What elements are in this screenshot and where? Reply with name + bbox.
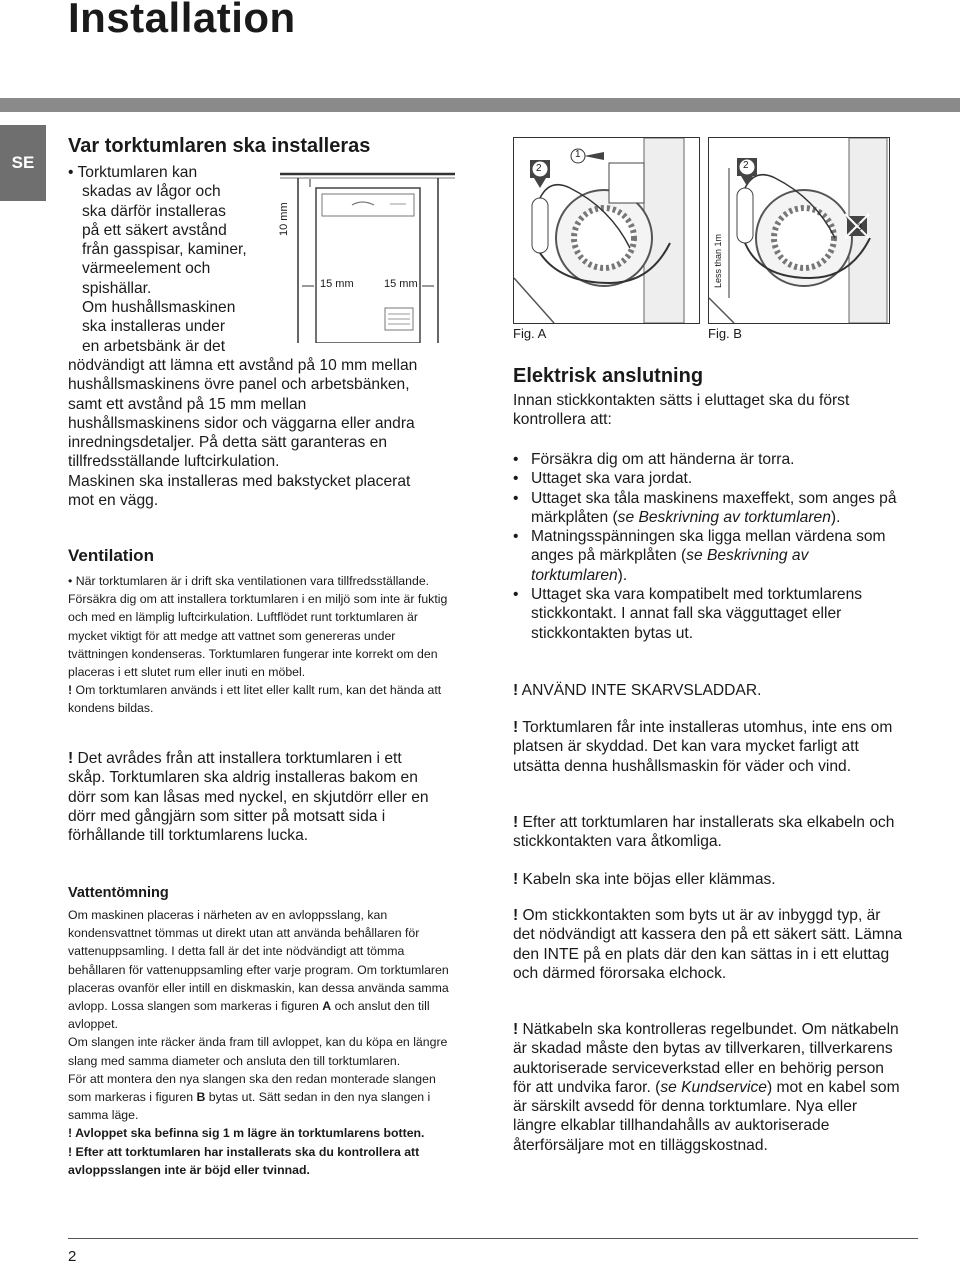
intro-line: skadas av lågor och [82, 183, 221, 201]
list-item: • Uttaget ska vara kompatibelt med torktumlarens stickkontakt. I annat fall ska vägguttaget eller stickkontakten bytas ut. [513, 585, 903, 643]
warning-icon: ! [68, 750, 74, 767]
list-item: • Matningsspänningen ska ligga mellan värdena som anges på märkplåten (se Beskrivning av torktumlaren). [513, 527, 903, 585]
warning-icon: ! [513, 814, 519, 831]
warning-outdoors: ! Torktumlaren får inte installeras utomhus, inte ens om platsen är skyddad. Det kan vara mycket farligt att utsätta denna hushållsmaskin för väder och vind. [513, 719, 893, 775]
ventilation-paragraph: • När torktumlaren är i drift ska ventilationen vara tillfredsställande. Försäkra dig om att installera torktumlaren i en miljö som inte är fuktig och med en lämplig luftcirkulation. Luftflödet runt torktumlaren är mycket viktigt för att medge att vattnet som genereras under tvättningen kondenseras. Torktumlaren fungerar inte korrekt om den placeras i ett slutet rum eller inuti en möbel. [68, 574, 448, 680]
list-item: • Uttaget ska tåla maskinens maxeffekt, som anges på märkplåten (se Beskrivning av torktumlaren). [513, 489, 903, 528]
warning-icon: ! [513, 871, 519, 888]
intro-line: värmeelement och [82, 260, 211, 278]
diagram-label-right: 15 mm [384, 278, 418, 290]
page-title: Installation [68, 0, 296, 41]
warning-icon: ! [68, 1126, 73, 1141]
drain-paragraph-3: För att montera den nya slangen ska den redan monterade slangen som markeras i figuren B bytas ut. Sätt sedan in den nya slangen i samma läge. [68, 1071, 436, 1123]
intro-back-paragraph: Maskinen ska installeras med bakstycket placerat mot en vägg. [68, 472, 411, 510]
electrical-checklist [513, 450, 903, 643]
diagram-label-left: 15 mm [320, 278, 354, 290]
warning-icon: ! [513, 907, 519, 924]
figure-ref-b: B [196, 1090, 206, 1105]
figure-a-label: Fig. A [513, 326, 547, 341]
section-heading-installation: Var torktumlaren ska installeras [68, 135, 371, 157]
intro-line: ska därför installeras [82, 202, 226, 220]
drain-paragraph-2: Om slangen inte räcker ända fram till avloppet, kan du köpa en längre slang med samma diameter och ansluta den till torktumlaren. [68, 1035, 448, 1068]
warning-icon: ! [513, 719, 519, 736]
drain-heading: Vattentömning [68, 885, 169, 901]
header-bar [0, 98, 960, 112]
warning-plug-disposal: ! Om stickkontakten som byts ut är av inbyggd typ, är det nödvändigt att kassera den på ett säkert sätt. Lämna den INTE på en plats där den kan sättas in i ett eluttag och därmed förorsaka elchock. [513, 907, 903, 982]
warning-icon: ! [68, 683, 73, 698]
figure-b-distance-label: Less than 1m [713, 233, 723, 288]
intro-line: • Torktumlaren kan [68, 164, 198, 181]
figure-ref-a: A [322, 999, 332, 1014]
intro-line: Om hushållsmaskinen [82, 299, 236, 317]
clearance-diagram [280, 168, 455, 343]
warning-accessible: ! Efter att torktumlaren har installerats ska elkabeln och stickkontakten vara åtkomliga. [513, 814, 895, 851]
intro-full-text [68, 356, 430, 510]
figure-b [708, 137, 890, 324]
ventilation-heading: Ventilation [68, 546, 154, 565]
figure-b-label: Fig. B [708, 326, 742, 341]
drain-warning-1: ! Avloppet ska befinna sig 1 m lägre än torktumlarens botten. [68, 1126, 425, 1141]
figure-a [513, 137, 700, 324]
intro-paragraph: nödvändigt att lämna ett avstånd på 10 mm mellan hushållsmaskinens övre panel och arbetsbänken, samt ett avstånd på 15 mm mellan hushållsmaskinens sidor och väggarna eller andra inredningsdetaljer. På detta sätt garanteras en tillfredsställande luftcirkulation. [68, 357, 418, 471]
figure-a-number-1: 1 [575, 149, 581, 160]
warning-icon: ! [513, 682, 519, 699]
intro-line: spishällar. [82, 279, 152, 297]
clearance-diagram-svg [280, 168, 455, 343]
intro-line: från gasspisar, kaminer, [82, 241, 247, 259]
intro-narrow-text [68, 163, 298, 356]
warning-cable-check: ! Nätkabeln ska kontrolleras regelbundet. Om nätkabeln är skadad måste den bytas av tillverkaren, tillverkarens auktoriserade serviceverkstad eller en behörig person för att undvika faror. (se Kundservice) mot en kabel som är särskilt avsedd för denna torktumlare. Nya eller längre elkablar tillhandahålls av auktoriserade återförsäljare mot en tilläggskostnad. [513, 1021, 900, 1154]
warning-extension-cords: ! ANVÄND INTE SKARVSLADDAR. [513, 682, 762, 699]
drain-paragraph-1: Om maskinen placeras i närheten av en avloppsslang, kan kondensvattnet tömmas ut direkt utan att använda behållaren för vattenuppsamling. I detta fall är det inte nödvändigt att tömma behållaren för vattenuppsamling efter varje program. Om torktumlaren placeras ovanför eller intill en diskmaskin, kan dessa använda samma avlopp. Lossa slangen som markeras i figuren A och anslut den till avloppet. [68, 908, 449, 1032]
warning-icon: ! [513, 1021, 519, 1038]
intro-line: en arbetsbänk är det [82, 337, 226, 355]
language-tab: SE [0, 125, 46, 201]
intro-line: på ett säkert avstånd [82, 221, 227, 239]
cabinet-warning-text: Det avrådes från att installera torktumlaren i ett skåp. Torktumlaren ska aldrig installeras bakom en dörr som kan låsas med nyckel, en skjutdörr eller en dörr med gångjärn som sitter på motsatt sida i förhållande till torktumlarens lucka. [68, 750, 429, 845]
figure-b-number-3: 3 [857, 222, 863, 232]
electrical-heading: Elektrisk anslutning [513, 365, 704, 387]
drain-warning-2: ! Efter att torktumlaren har installerats ska du kontrollera att avloppsslangen inte är böjd eller tvinnad. [68, 1144, 420, 1177]
drain-text [68, 906, 452, 1179]
ventilation-text [68, 572, 450, 718]
ventilation-warning [68, 681, 450, 717]
warning-icon: ! [68, 1144, 73, 1159]
page-number: 2 [68, 1248, 77, 1265]
diagram-label-top: 10 mm [278, 202, 290, 236]
intro-line: ska installeras under [82, 318, 226, 336]
figure-b-number-2: 2 [743, 160, 749, 171]
warning-cable-bend: ! Kabeln ska inte böjas eller klämmas. [513, 871, 776, 888]
list-item: • Försäkra dig om att händerna är torra. [513, 450, 903, 469]
figure-a-number-2: 2 [536, 163, 542, 174]
electrical-intro: Innan stickkontakten sätts i eluttaget ska du först kontrollera att: [513, 392, 850, 429]
footer-divider [68, 1238, 918, 1239]
list-item: • Uttaget ska vara jordat. [513, 469, 903, 488]
ventilation-warning-text: Om torktumlaren används i ett litet eller kallt rum, kan det hända att kondens bildas. [68, 683, 442, 716]
cabinet-warning [68, 749, 440, 845]
